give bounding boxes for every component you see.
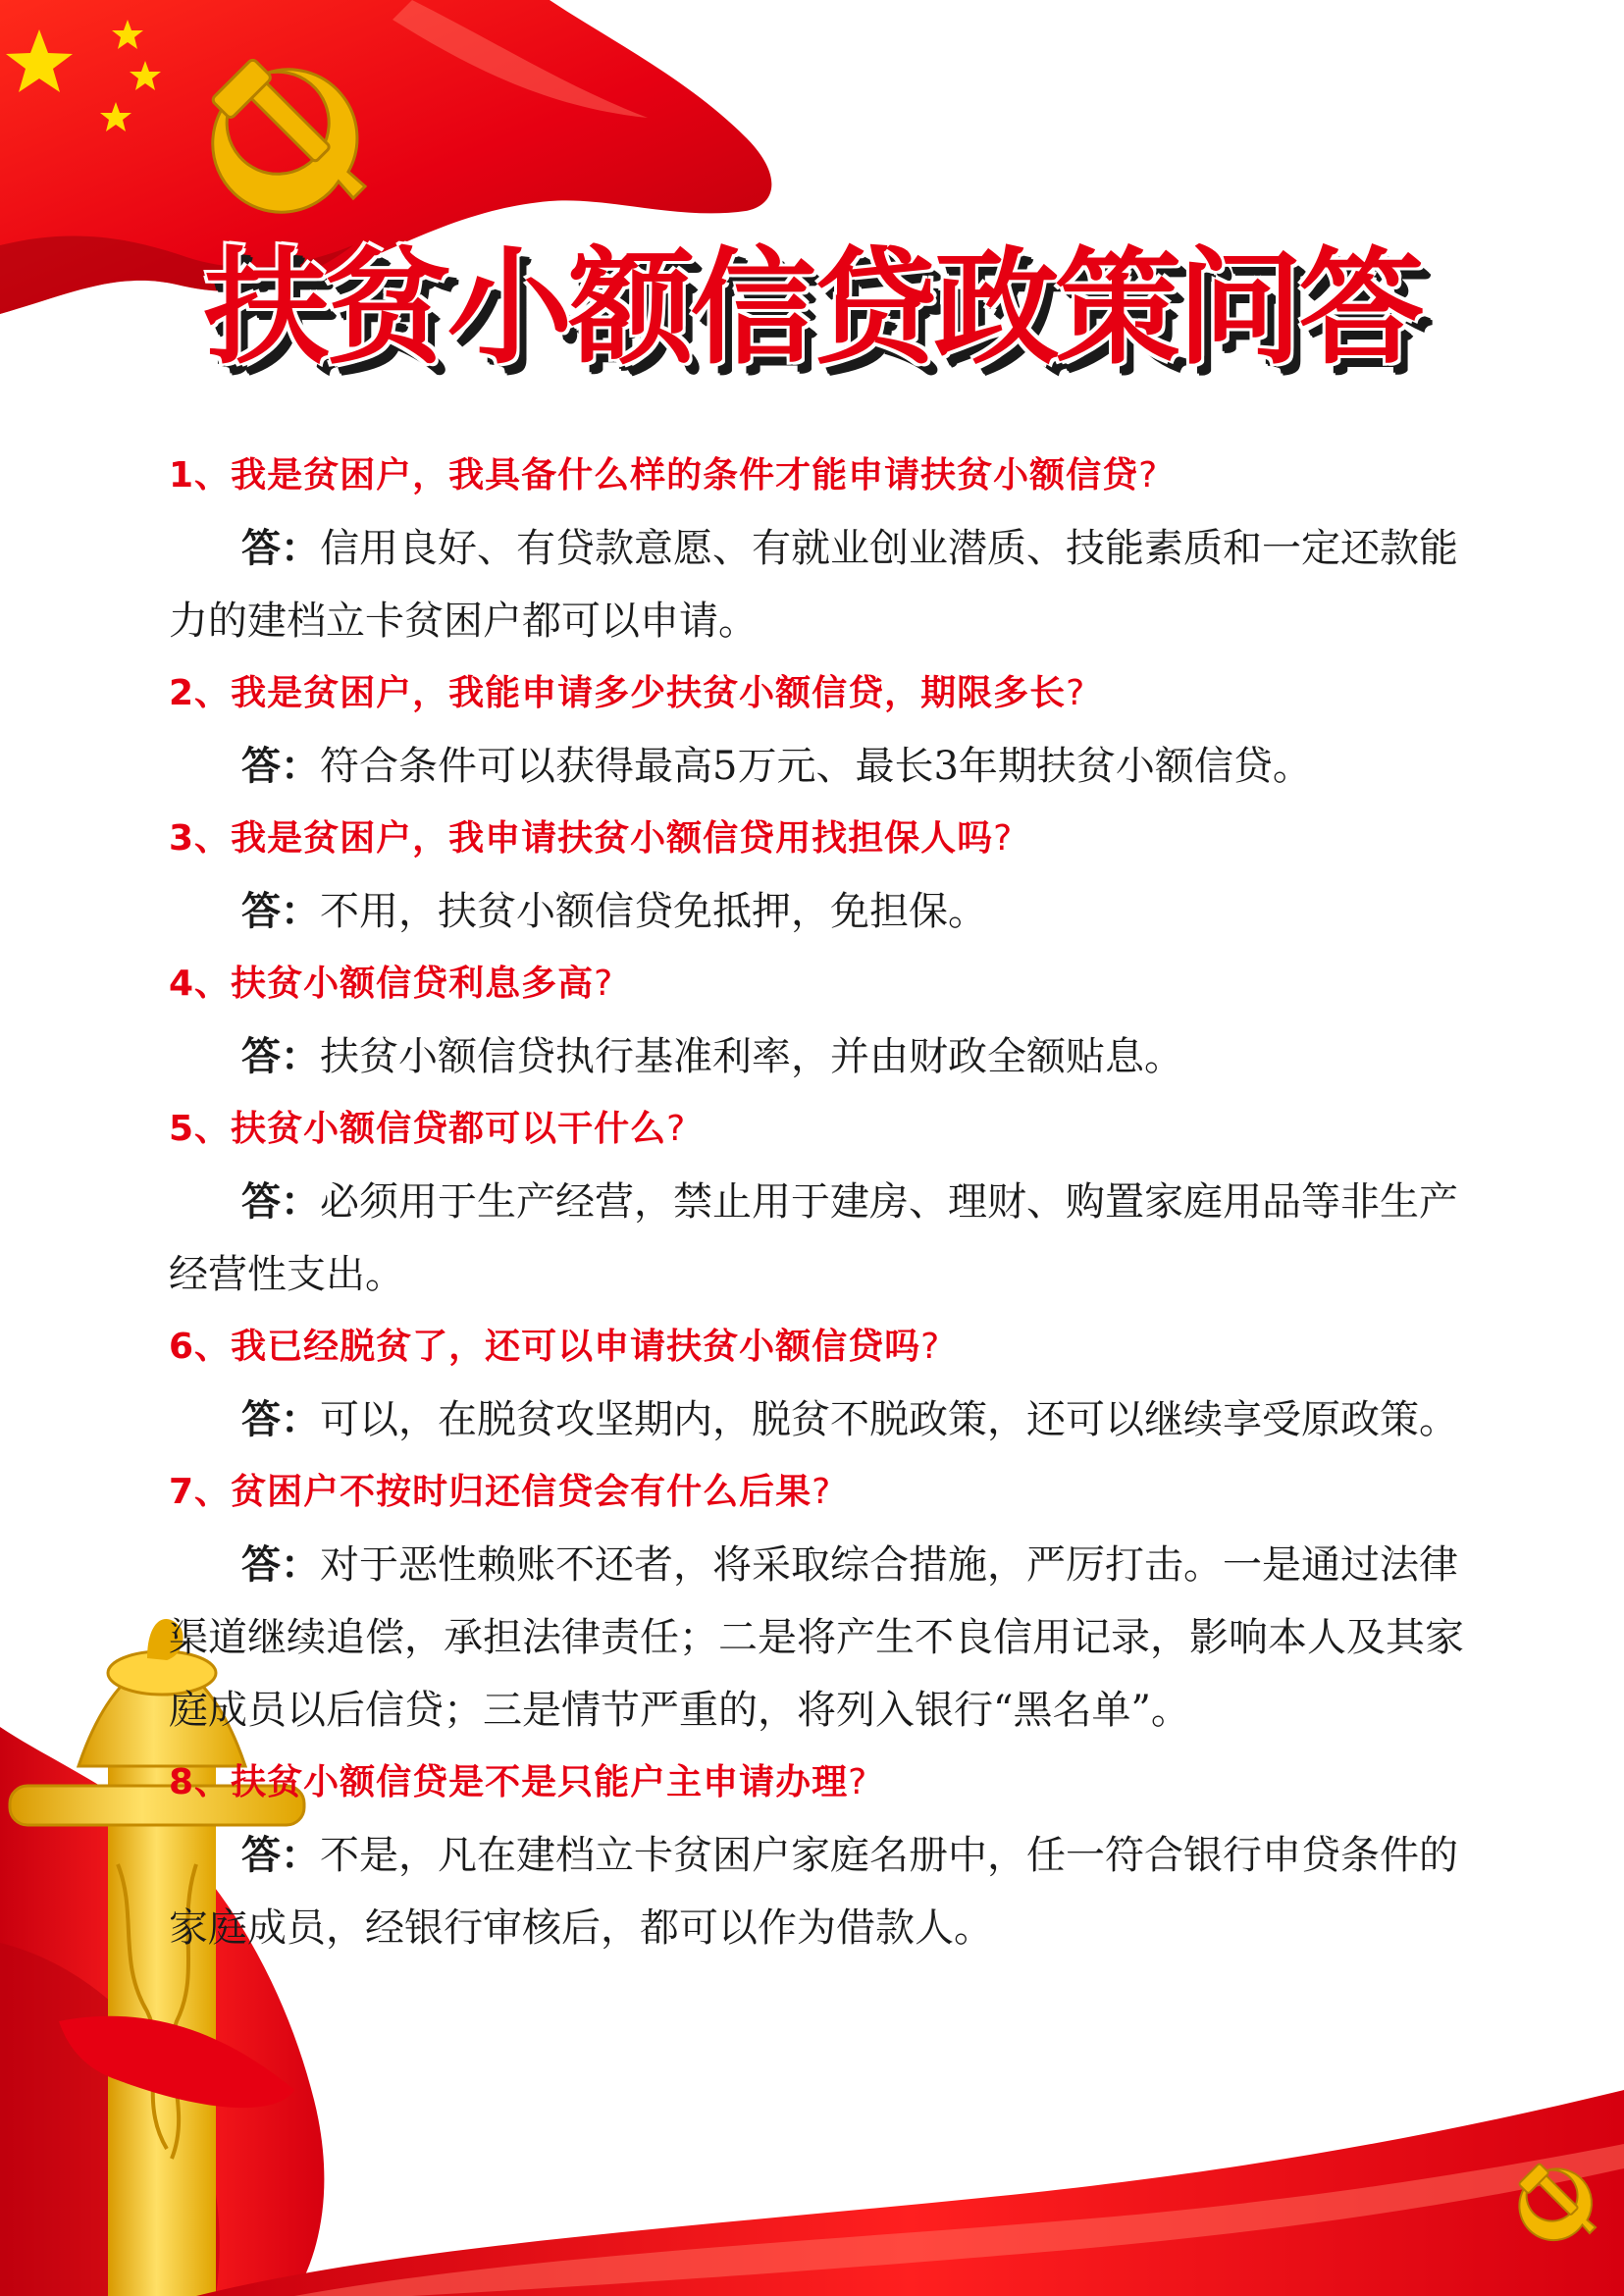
question-text: 扶贫小额信贷是不是只能户主申请办理 (231, 1762, 849, 1802)
answer-text: 不用，扶贫小额信贷免抵押，免担保。 (320, 889, 987, 934)
answer (169, 875, 1480, 948)
question-text: 我是贫困户，我能申请多少扶贫小额信贷，期限多长 (231, 673, 1067, 713)
answer (169, 1166, 1480, 1311)
answer-label: 答： (241, 1541, 320, 1588)
poster-title: 扶贫小额信贷政策问答 (203, 235, 1421, 382)
question-number: 4、 (169, 964, 232, 1004)
question-text: 我是贫困户，我申请扶贫小额信贷用找担保人吗 (231, 818, 994, 859)
question-number: 6、 (169, 1327, 232, 1367)
question-number: 2、 (169, 673, 232, 713)
question-text: 扶贫小额信贷利息多高 (231, 964, 595, 1004)
qa-item (169, 657, 1480, 803)
answer-text: 对于恶性赖账不还者，将采取综合措施，严厉打击。一是通过法律渠道继续追偿，承担法律责任；二是将产生不良信用记录，影响本人及其家庭成员以后信贷；三是情节严重的，将列入银行“黑名单”。 (169, 1542, 1464, 1733)
answer-text: 信用良好、有贷款意愿、有就业创业潜质、技能素质和一定还款能力的建档立卡贫困户都可以申请。 (169, 526, 1458, 644)
question-number: 1、 (169, 455, 232, 496)
answer-text: 可以，在脱贫攻坚期内，脱贫不脱政策，还可以继续享受原政策。 (320, 1397, 1458, 1442)
question (169, 1093, 1480, 1166)
answer-label: 答： (241, 525, 320, 571)
question (169, 440, 1480, 512)
qa-item (169, 1456, 1480, 1747)
answer-label: 答： (241, 888, 320, 934)
answer-text: 必须用于生产经营，禁止用于建房、理财、购置家庭用品等非生产经营性支出。 (169, 1179, 1458, 1297)
answer-text: 不是，凡在建档立卡贫困户家庭名册中，任一符合银行申贷条件的家庭成员，经银行审核后，都可以作为借款人。 (169, 1833, 1458, 1951)
question-number: 5、 (169, 1109, 232, 1149)
question-mark: ? (594, 964, 613, 1004)
answer-text: 扶贫小额信贷执行基准利率，并由财政全额贴息。 (320, 1034, 1183, 1079)
question-mark: ? (666, 1109, 686, 1149)
qa-item (169, 1747, 1480, 1964)
qa-item (169, 1311, 1480, 1456)
question-mark: ? (1066, 673, 1085, 713)
question-number: 3、 (169, 818, 232, 859)
qa-item (169, 1093, 1480, 1311)
question-text: 扶贫小额信贷都可以干什么 (231, 1109, 667, 1149)
question-mark: ? (848, 1762, 867, 1802)
question-text: 我已经脱贫了，还可以申请扶贫小额信贷吗 (231, 1327, 921, 1367)
question-mark: ? (812, 1472, 831, 1512)
qa-item (169, 803, 1480, 948)
qa-list (169, 440, 1480, 1964)
question (169, 657, 1480, 730)
answer (169, 1529, 1480, 1747)
answer (169, 1020, 1480, 1093)
question (169, 1311, 1480, 1383)
answer (169, 1383, 1480, 1456)
answer-label: 答： (241, 1033, 320, 1079)
question (169, 803, 1480, 875)
question (169, 1456, 1480, 1529)
answer-label: 答： (241, 1178, 320, 1225)
question-number: 7、 (169, 1472, 232, 1512)
answer-label: 答： (241, 1832, 320, 1878)
qa-item (169, 948, 1480, 1093)
question-text: 贫困户不按时归还信贷会有什么后果 (231, 1472, 812, 1512)
answer-text: 符合条件可以获得最高5万元、最长3年期扶贫小额信贷。 (320, 744, 1312, 789)
question-number: 8、 (169, 1762, 232, 1802)
question-text: 我是贫困户，我具备什么样的条件才能申请扶贫小额信贷 (231, 455, 1139, 496)
answer (169, 730, 1480, 803)
answer (169, 1819, 1480, 1964)
answer-label: 答： (241, 743, 320, 789)
question (169, 1747, 1480, 1819)
question-mark: ? (993, 818, 1013, 859)
qa-item (169, 440, 1480, 657)
answer (169, 512, 1480, 657)
answer-label: 答： (241, 1396, 320, 1442)
question-mark: ? (1138, 455, 1158, 496)
question-mark: ? (920, 1327, 940, 1367)
question (169, 948, 1480, 1020)
